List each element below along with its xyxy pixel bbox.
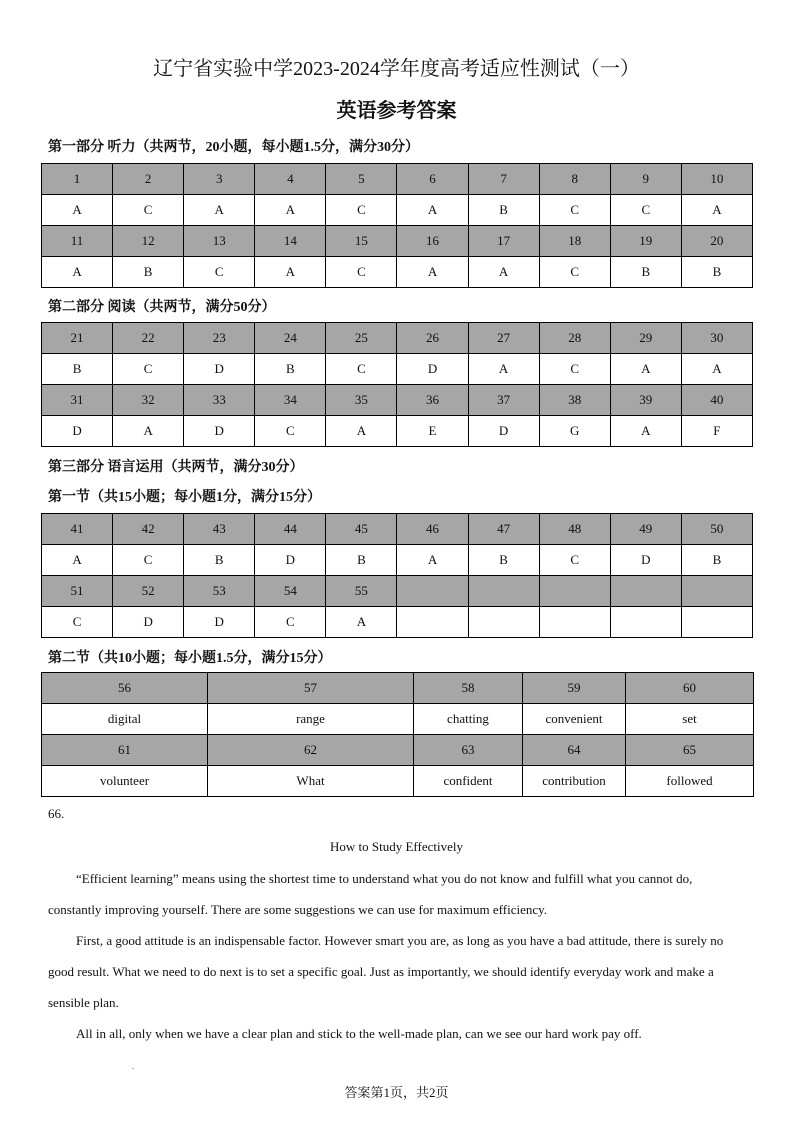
question-number-cell: 48 [539, 514, 610, 545]
answer-cell: A [255, 195, 326, 226]
answer-cell: D [397, 354, 468, 385]
question-number-cell: 31 [42, 385, 113, 416]
answer-cell: range [208, 704, 414, 735]
question-number-cell: 24 [255, 323, 326, 354]
answer-cell: G [539, 416, 610, 447]
answer-cell: B [681, 257, 752, 288]
answer-cell: D [255, 545, 326, 576]
answer-cell: A [42, 195, 113, 226]
answer-cell: B [255, 354, 326, 385]
answer-cell: A [184, 195, 255, 226]
answer-cell: C [539, 354, 610, 385]
question-number-cell: 59 [523, 673, 626, 704]
answer-cell: followed [626, 766, 754, 797]
question-number-cell: 29 [610, 323, 681, 354]
question-number-cell: 32 [113, 385, 184, 416]
question-number-cell: 54 [255, 576, 326, 607]
question-number-cell: 44 [255, 514, 326, 545]
page-subtitle: 英语参考答案 [336, 100, 457, 122]
question-number-cell: 37 [468, 385, 539, 416]
answer-cell: C [255, 416, 326, 447]
question-number-cell: 57 [208, 673, 414, 704]
question-number-cell: 30 [681, 323, 752, 354]
question-number-cell: 50 [681, 514, 752, 545]
answer-cell [539, 607, 610, 638]
question-number-cell: 58 [414, 673, 523, 704]
answer-cell: What [208, 766, 414, 797]
question-number-cell: 43 [184, 514, 255, 545]
essay-paragraph-3: All in all, only when we have a clear plan and stick to the well-made plan, can we see our hard work pay off. [76, 1026, 642, 1041]
question-number-cell: 6 [397, 164, 468, 195]
question-number-cell: 13 [184, 226, 255, 257]
question-number-cell: 45 [326, 514, 397, 545]
answer-cell: B [113, 257, 184, 288]
answer-cell: volunteer [42, 766, 208, 797]
answer-cell: A [397, 545, 468, 576]
answer-cell: C [326, 354, 397, 385]
answer-cell: C [113, 545, 184, 576]
question-number-cell: 63 [414, 735, 523, 766]
question-number-cell: 18 [539, 226, 610, 257]
answer-cell: C [255, 607, 326, 638]
question-number-cell: 40 [681, 385, 752, 416]
question-number-row [42, 385, 753, 416]
answer-row [42, 257, 753, 288]
question-number-cell: 20 [681, 226, 752, 257]
part3-heading: 第三部分 语言运用（共两节，满分30分） [48, 460, 304, 475]
answer-row [42, 416, 753, 447]
answer-cell: A [397, 257, 468, 288]
answer-cell: B [681, 545, 752, 576]
question-number-cell: 28 [539, 323, 610, 354]
answer-cell: A [468, 354, 539, 385]
question-number-cell: 2 [113, 164, 184, 195]
page-footer: 答案第1页，共2页 [344, 1085, 449, 1100]
answer-cell: A [42, 257, 113, 288]
answer-cell: C [326, 257, 397, 288]
question-number-cell: 16 [397, 226, 468, 257]
answer-row [42, 545, 753, 576]
answer-cell: C [184, 257, 255, 288]
question-number-cell: 49 [610, 514, 681, 545]
question-number-row [42, 164, 753, 195]
question-number-cell: 53 [184, 576, 255, 607]
answer-cell: C [42, 607, 113, 638]
question-number-cell: 35 [326, 385, 397, 416]
question-number-row [42, 323, 753, 354]
question-number-cell: 52 [113, 576, 184, 607]
answer-row [42, 354, 753, 385]
part3-section1-heading: 第一节（共15小题；每小题1分，满分15分） [48, 490, 321, 505]
answer-cell: D [184, 416, 255, 447]
question-number-cell: 61 [42, 735, 208, 766]
answer-cell: B [326, 545, 397, 576]
question-number-cell: 14 [255, 226, 326, 257]
answer-cell: C [326, 195, 397, 226]
answer-cell: B [468, 195, 539, 226]
answer-cell: D [184, 607, 255, 638]
question-number-cell: 56 [42, 673, 208, 704]
answer-cell: C [539, 545, 610, 576]
question-number-cell [681, 576, 752, 607]
part3-section1-answer-table [41, 513, 753, 638]
answer-cell [681, 607, 752, 638]
question-number-cell: 22 [113, 323, 184, 354]
question-number-cell: 19 [610, 226, 681, 257]
question-number-cell: 38 [539, 385, 610, 416]
essay-title: How to Study Effectively [330, 839, 463, 854]
answer-cell: C [113, 195, 184, 226]
answer-cell: B [468, 545, 539, 576]
answer-row [42, 195, 753, 226]
answer-cell: D [184, 354, 255, 385]
answer-cell: A [468, 257, 539, 288]
page-title: 辽宁省实验中学2023-2024学年度高考适应性测试（一） [153, 58, 640, 80]
answer-cell: set [626, 704, 754, 735]
question-number-row [42, 514, 753, 545]
question-number-cell: 46 [397, 514, 468, 545]
question-number-cell: 8 [539, 164, 610, 195]
answer-cell: confident [414, 766, 523, 797]
answer-cell: A [681, 354, 752, 385]
answer-cell: A [113, 416, 184, 447]
answer-cell: D [610, 545, 681, 576]
answer-cell: B [610, 257, 681, 288]
question-number-cell: 34 [255, 385, 326, 416]
answer-cell: A [397, 195, 468, 226]
answer-cell: C [539, 195, 610, 226]
question-number-cell: 25 [326, 323, 397, 354]
answer-cell: F [681, 416, 752, 447]
question-number-cell: 15 [326, 226, 397, 257]
answer-cell: C [539, 257, 610, 288]
answer-cell: A [610, 416, 681, 447]
question-number-cell: 60 [626, 673, 754, 704]
part3-section2-answer-table [41, 672, 754, 797]
question-number-cell [610, 576, 681, 607]
answer-cell: D [113, 607, 184, 638]
question-number-cell: 64 [523, 735, 626, 766]
question-66-number: 66. [48, 806, 65, 821]
part2-heading: 第二部分 阅读（共两节，满分50分） [48, 300, 276, 315]
part2-answer-table [41, 322, 753, 447]
question-number-cell: 47 [468, 514, 539, 545]
answer-cell: chatting [414, 704, 523, 735]
part3-section2-heading: 第二节（共10小题；每小题1.5分，满分15分） [48, 651, 332, 666]
answer-cell [397, 607, 468, 638]
question-number-cell: 12 [113, 226, 184, 257]
question-number-row [42, 673, 754, 704]
question-number-cell: 17 [468, 226, 539, 257]
question-number-cell: 9 [610, 164, 681, 195]
answer-cell [610, 607, 681, 638]
question-number-cell: 42 [113, 514, 184, 545]
question-number-cell: 21 [42, 323, 113, 354]
question-number-cell: 36 [397, 385, 468, 416]
question-number-cell: 27 [468, 323, 539, 354]
answer-cell: digital [42, 704, 208, 735]
answer-cell: B [42, 354, 113, 385]
answer-cell: A [681, 195, 752, 226]
question-number-cell: 33 [184, 385, 255, 416]
answer-cell: A [326, 416, 397, 447]
answer-cell: C [610, 195, 681, 226]
question-number-cell: 23 [184, 323, 255, 354]
answer-cell: B [184, 545, 255, 576]
answer-cell: D [42, 416, 113, 447]
answer-cell [468, 607, 539, 638]
question-number-row [42, 735, 754, 766]
answer-cell: D [468, 416, 539, 447]
answer-cell: A [326, 607, 397, 638]
question-number-cell [539, 576, 610, 607]
answer-cell: convenient [523, 704, 626, 735]
essay-paragraph-1: “Efficient learning” means using the shortest time to understand what you do not know and fulfill what you cannot do, constantly improving yourself. There are some suggestions we can use for maximum efficiency. [48, 871, 693, 917]
question-number-cell: 3 [184, 164, 255, 195]
question-number-cell [468, 576, 539, 607]
question-number-cell: 39 [610, 385, 681, 416]
question-number-row [42, 226, 753, 257]
answer-cell: E [397, 416, 468, 447]
question-number-cell: 65 [626, 735, 754, 766]
answer-row [42, 766, 754, 797]
essay-paragraph-2: First, a good attitude is an indispensable factor. However smart you are, as long as you have a bad attitude, there is surely no good result. What we need to do next is to set a specific goal. Just as importantly, we should identify everyday work and make a sensible plan. [48, 933, 724, 1010]
question-number-cell [397, 576, 468, 607]
question-number-cell: 1 [42, 164, 113, 195]
question-number-cell: 11 [42, 226, 113, 257]
question-number-cell: 4 [255, 164, 326, 195]
answer-row [42, 704, 754, 735]
question-number-row [42, 576, 753, 607]
question-number-cell: 51 [42, 576, 113, 607]
part1-answer-table [41, 163, 753, 288]
question-number-cell: 55 [326, 576, 397, 607]
question-number-cell: 62 [208, 735, 414, 766]
answer-cell: contribution [523, 766, 626, 797]
question-number-cell: 26 [397, 323, 468, 354]
part1-heading: 第一部分 听力（共两节，20小题，每小题1.5分，满分30分） [48, 140, 419, 155]
question-number-cell: 5 [326, 164, 397, 195]
stray-mark: . [132, 1062, 134, 1071]
question-number-cell: 7 [468, 164, 539, 195]
question-number-cell: 41 [42, 514, 113, 545]
question-number-cell: 10 [681, 164, 752, 195]
answer-cell: C [113, 354, 184, 385]
answer-row [42, 607, 753, 638]
answer-cell: A [610, 354, 681, 385]
answer-cell: A [42, 545, 113, 576]
answer-cell: A [255, 257, 326, 288]
